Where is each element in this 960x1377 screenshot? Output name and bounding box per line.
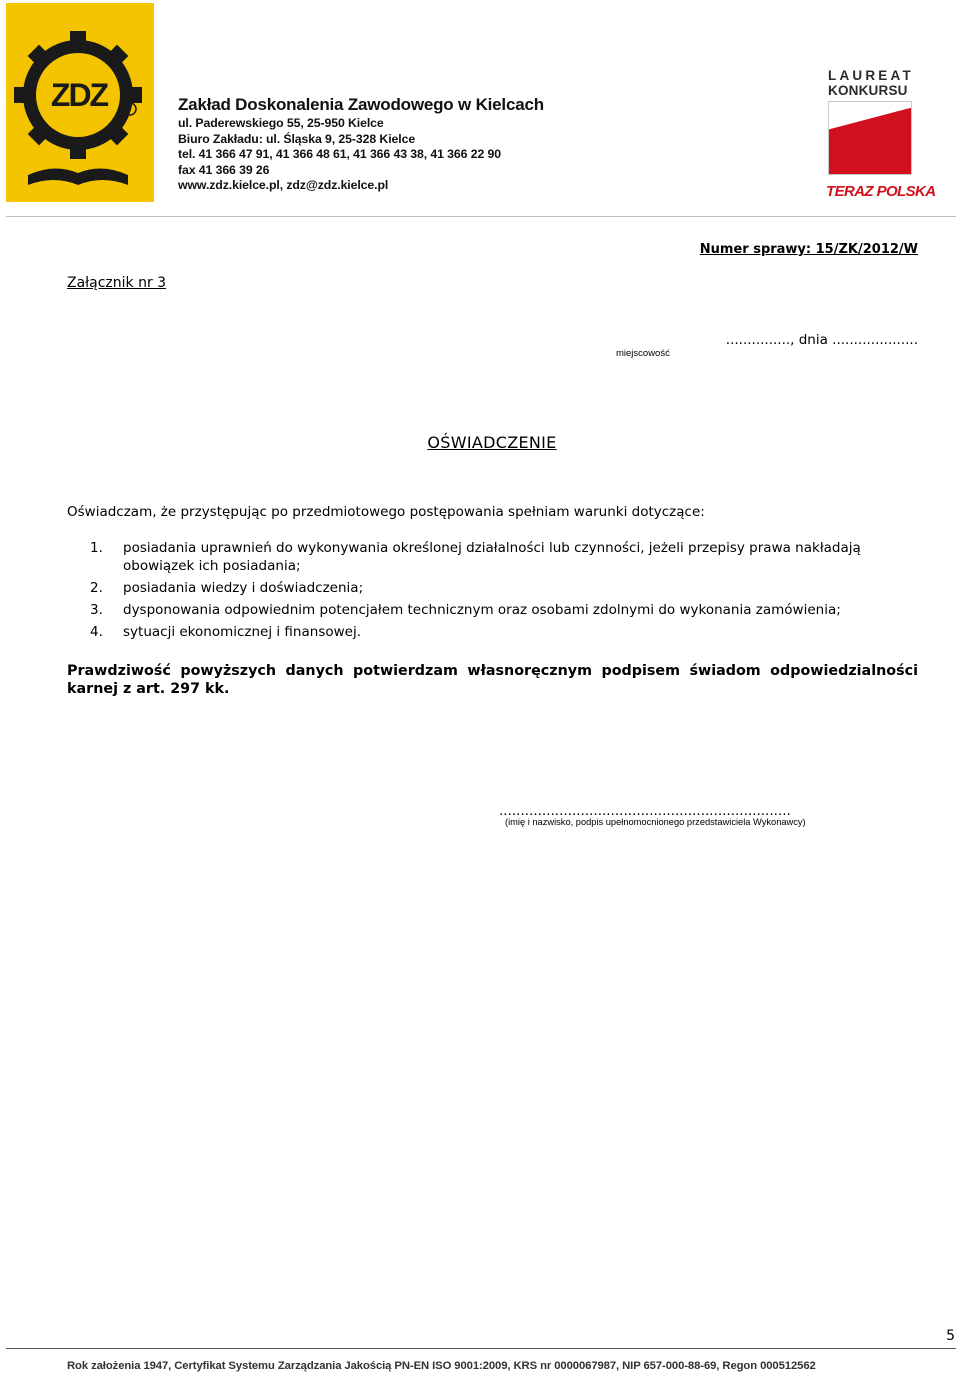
footer-divider xyxy=(6,1348,956,1349)
list-item xyxy=(90,623,920,641)
item-text: posiadania wiedzy i doświadczenia; xyxy=(123,580,364,596)
list-item xyxy=(90,579,920,597)
company-office: Biuro Zakładu: ul. Śląska 9, 25-328 Kielce xyxy=(178,131,416,146)
document-title: OŚWIADCZENIE xyxy=(427,433,557,452)
case-number: Numer sprawy: 15/ZK/2012/W xyxy=(699,242,918,257)
place-caption: miejscowość xyxy=(616,348,670,359)
signature-caption: (imię i nazwisko, podpis upełnomocnionego przedstawiciela Wykonawcy) xyxy=(505,817,806,827)
zdz-logo xyxy=(6,3,154,202)
footer-text: Rok założenia 1947, Certyfikat Systemu Zarządzania Jakością PN-EN ISO 9001:2009, KRS nr 0000067987, NIP 657-000-88-69, Regon 000512562 xyxy=(67,1360,816,1372)
place-date-field: ..............., dnia .................... xyxy=(725,332,918,348)
polish-flag-icon xyxy=(828,101,912,175)
signature-line: .................................................................... xyxy=(499,803,791,819)
company-fax: fax 41 366 39 26 xyxy=(178,162,270,177)
list-item xyxy=(90,539,920,575)
item-number: 3. xyxy=(90,602,103,618)
item-text: posiadania uprawnień do wykonywania określonej działalności lub czynności, jeżeli przepisy prawa nakładają obowiązek ich posiadania; xyxy=(123,540,861,574)
logo-text: ZDZ xyxy=(50,77,108,113)
konkursu-label: KONKURSU xyxy=(828,83,908,98)
company-phone: tel. 41 366 47 91, 41 366 48 61, 41 366 43 38, 41 366 22 90 xyxy=(178,147,501,162)
page-number: 5 xyxy=(946,1328,955,1344)
item-number: 4. xyxy=(90,624,103,640)
intro-text: Oświadczam, że przystępując po przedmiotowego postępowania spełniam warunki dotyczące: xyxy=(67,504,705,520)
item-number: 1. xyxy=(90,540,103,556)
company-name: Zakład Doskonalenia Zawodowego w Kielcach xyxy=(178,95,544,114)
item-text: dysponowania odpowiednim potencjałem technicznym oraz osobami zdolnymi do wykonania zamówienia; xyxy=(123,602,841,618)
header-divider xyxy=(6,216,956,217)
laureat-label: LAUREAT xyxy=(828,68,914,83)
conditions-list xyxy=(90,539,920,645)
company-web: www.zdz.kielce.pl, zdz@zdz.kielce.pl xyxy=(178,178,389,193)
company-info xyxy=(178,94,544,194)
company-address: ul. Paderewskiego 55, 25-950 Kielce xyxy=(178,116,384,130)
teraz-polska-label: TERAZ POLSKA xyxy=(826,183,936,200)
item-text: sytuacji ekonomicznej i finansowej. xyxy=(123,624,362,640)
laureat-badge xyxy=(828,68,914,98)
confirmation-text: Prawdziwość powyższych danych potwierdzam własnoręcznym podpisem świadom odpowiedzialności karnej z art. 297 kk. xyxy=(67,663,918,697)
item-number: 2. xyxy=(90,580,103,596)
attachment-label: Załącznik nr 3 xyxy=(67,275,167,291)
list-item xyxy=(90,601,920,619)
